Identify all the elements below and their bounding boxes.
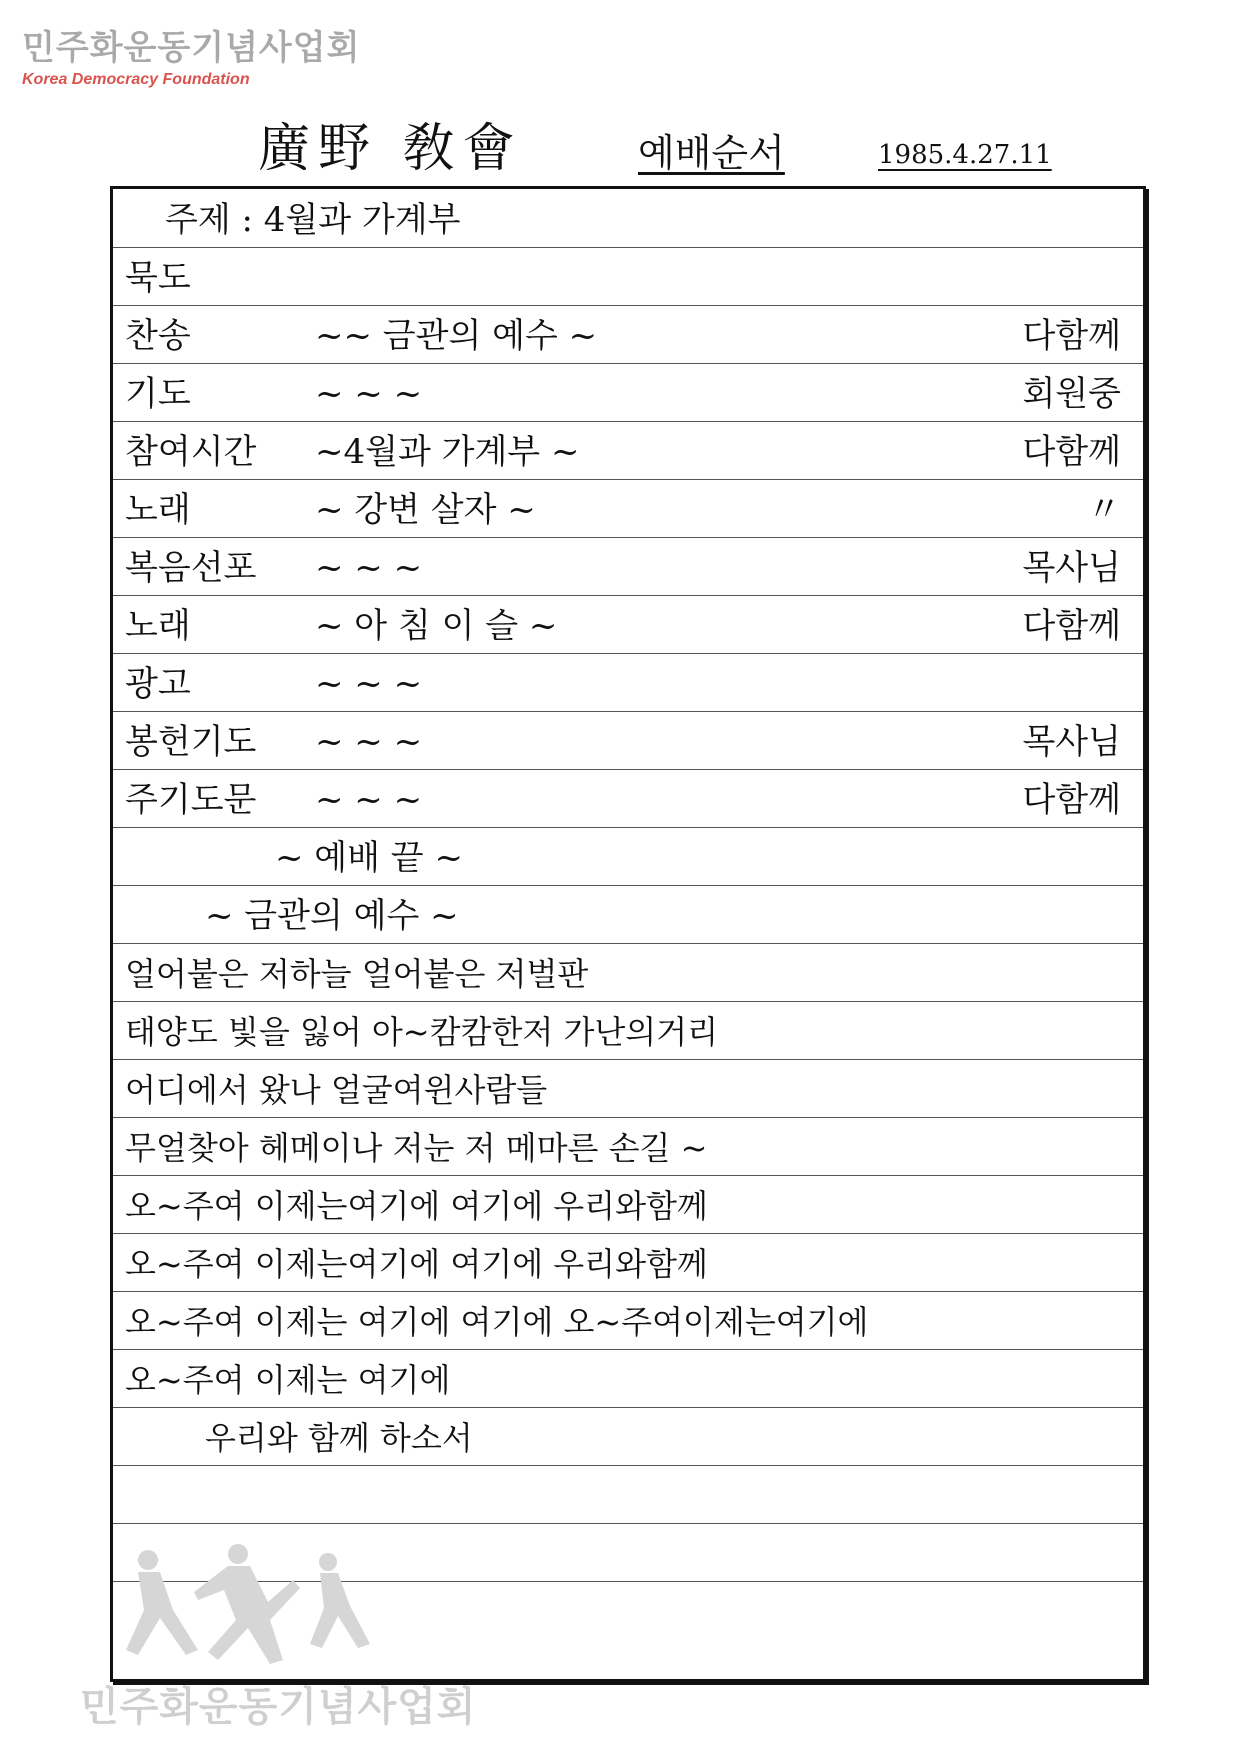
lyric-text: 태양도 빛을 잃어 아~캄캄한저 가난의거리 bbox=[125, 1013, 719, 1051]
order-leader: 다함께 bbox=[1022, 432, 1121, 472]
order-item: 노래 bbox=[125, 606, 191, 646]
theme-row bbox=[125, 189, 1131, 251]
order-row bbox=[125, 595, 1131, 657]
lyric-line bbox=[125, 943, 1131, 1005]
order-title: 예배순서 bbox=[638, 131, 785, 175]
lyric-text: 우리와 함께 하소서 bbox=[205, 1419, 473, 1457]
order-row bbox=[125, 305, 1131, 367]
order-leader: 다함께 bbox=[1022, 780, 1121, 820]
order-leader: 다함께 bbox=[1022, 606, 1121, 646]
lyric-line bbox=[125, 1349, 1131, 1411]
order-row bbox=[125, 711, 1131, 773]
order-item: 봉헌기도 bbox=[125, 722, 257, 762]
order-item: 찬송 bbox=[125, 316, 191, 356]
document-date: 1985.4.27.11 bbox=[878, 140, 1052, 170]
lyric-text: 오~주여 이제는여기에 여기에 우리와함께 bbox=[125, 1245, 708, 1283]
order-content: ~4월과 가계부 ~ bbox=[315, 432, 580, 472]
order-content: ~ ~ ~ bbox=[315, 780, 423, 820]
lyric-text: 어디에서 왔나 얼굴여윈사람들 bbox=[125, 1071, 548, 1109]
order-leader: 회원중 bbox=[1022, 374, 1121, 414]
ruled-line bbox=[113, 1523, 1143, 1524]
watermark-korean: 민주화운동기념사업회 bbox=[22, 28, 361, 68]
lyric-text: 오~주여 이제는 여기에 여기에 오~주여이제는여기에 bbox=[125, 1303, 869, 1341]
lyric-line bbox=[125, 1175, 1131, 1237]
lyric-line bbox=[125, 1291, 1131, 1353]
closing-text: ~ 예배 끝 ~ bbox=[275, 838, 463, 878]
order-row bbox=[125, 653, 1131, 715]
lyric-line bbox=[125, 1117, 1131, 1179]
order-item: 광고 bbox=[125, 664, 191, 704]
order-content: ~~ 금관의 예수 ~ bbox=[315, 316, 598, 356]
order-leader: 다함께 bbox=[1022, 316, 1121, 356]
theme-text: 주제 : 4월과 가계부 bbox=[165, 200, 461, 240]
order-row bbox=[125, 421, 1131, 483]
order-row bbox=[125, 247, 1131, 309]
order-leader: 목사님 bbox=[1022, 548, 1121, 588]
order-item: 주기도문 bbox=[125, 780, 257, 820]
closing-row bbox=[125, 827, 1131, 889]
watermark-english: Korea Democracy Foundation bbox=[22, 71, 250, 88]
order-item: 참여시간 bbox=[125, 432, 257, 472]
order-item: 묵도 bbox=[125, 258, 191, 298]
lyric-text: 오~주여 이제는 여기에 bbox=[125, 1361, 451, 1399]
order-leader: 목사님 bbox=[1022, 722, 1121, 762]
song-title: ~ 금관의 예수 ~ bbox=[205, 896, 459, 936]
order-content: ~ ~ ~ bbox=[315, 548, 423, 588]
lyric-line bbox=[125, 1407, 1131, 1469]
order-row bbox=[125, 479, 1131, 541]
watermark-bottom: 민주화운동기념사업회 bbox=[80, 1683, 477, 1730]
order-item: 기도 bbox=[125, 374, 191, 414]
ruled-sheet bbox=[110, 186, 1146, 1682]
lyric-line bbox=[125, 1233, 1131, 1295]
order-content: ~ 아 침 이 슬 ~ bbox=[315, 606, 558, 646]
order-content: ~ ~ ~ bbox=[315, 722, 423, 762]
lyric-text: 오~주여 이제는여기에 여기에 우리와함께 bbox=[125, 1187, 708, 1225]
order-content: ~ ~ ~ bbox=[315, 664, 423, 704]
lyric-line bbox=[125, 1001, 1131, 1063]
order-item: 복음선포 bbox=[125, 548, 257, 588]
church-name: 廣野 敎會 bbox=[258, 119, 523, 179]
order-row bbox=[125, 363, 1131, 425]
lyric-text: 무얼찾아 헤메이나 저눈 저 메마른 손길 ~ bbox=[125, 1129, 708, 1167]
order-content: ~ ~ ~ bbox=[315, 374, 423, 414]
watermark-figures-icon bbox=[78, 1540, 408, 1670]
song-title-row bbox=[125, 885, 1131, 947]
order-row bbox=[125, 537, 1131, 599]
lyric-line bbox=[125, 1059, 1131, 1121]
lyric-text: 얼어붙은 저하늘 얼어붙은 저벌판 bbox=[125, 955, 589, 993]
watermark-top bbox=[22, 20, 360, 89]
order-leader: 〃 bbox=[1087, 490, 1121, 530]
order-item: 노래 bbox=[125, 490, 191, 530]
order-content: ~ 강변 살자 ~ bbox=[315, 490, 536, 530]
document-header bbox=[258, 100, 1138, 180]
order-row bbox=[125, 769, 1131, 831]
